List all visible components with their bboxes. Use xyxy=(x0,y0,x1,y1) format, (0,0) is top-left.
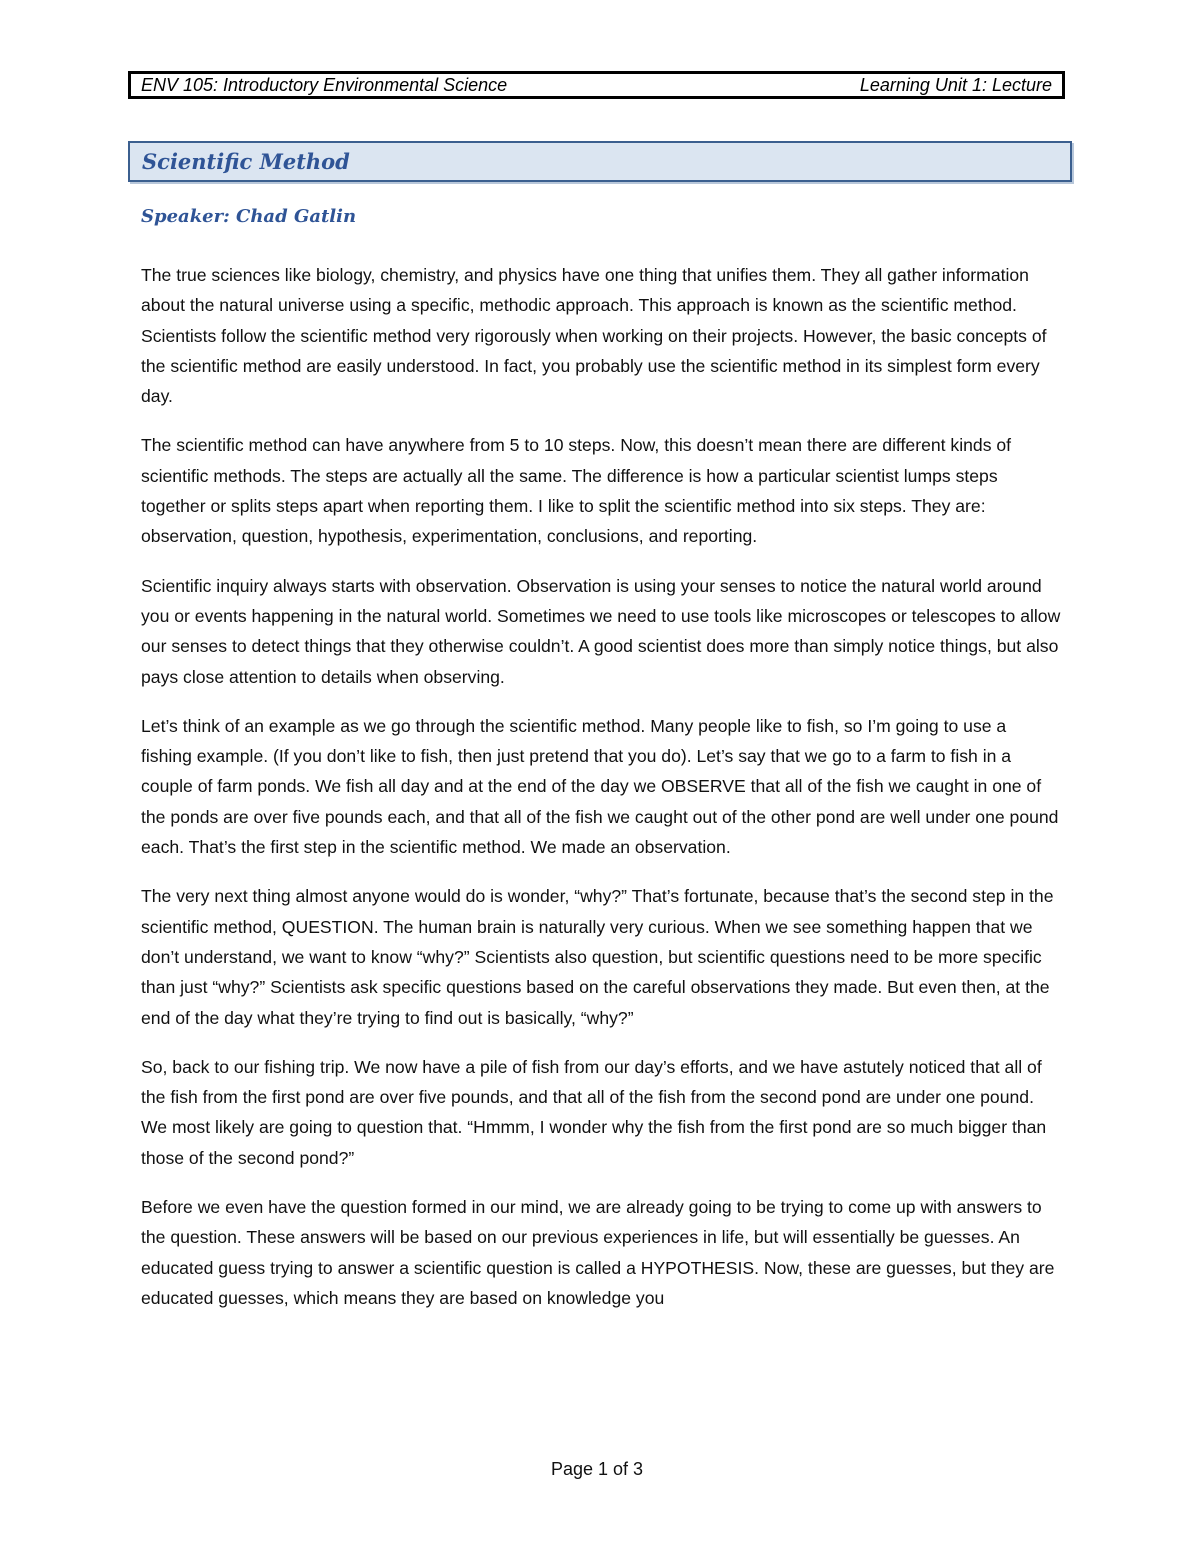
body-text xyxy=(141,260,1061,1332)
speaker-line: Speaker: Chad Gatlin xyxy=(141,206,357,227)
section-title: Scientific Method xyxy=(142,149,350,174)
paragraph: The very next thing almost anyone would do is wonder, “why?” That’s fortunate, because that’s the second step in the scientific method, QUESTION. The human brain is naturally very curious. When we see something happen that we don’t understand, we want to know “why?” Scientists also question, but scientific questions need to be more specific than just “why?” Scientists ask specific questions based on the careful observations they made. But even then, at the end of the day what they’re trying to find out is basically, “why?” xyxy=(141,886,1054,1028)
paragraph: Before we even have the question formed in our mind, we are already going to be trying to come up with answers to the question. These answers will be based on our previous experiences in life, but will essentially be guesses. An educated guess trying to answer a scientific question is called a HYPOTHESIS. Now, these are guesses, but they are educated guesses, which means they are based on knowledge you xyxy=(141,1197,1055,1308)
section-heading xyxy=(128,141,1072,182)
paragraph: The true sciences like biology, chemistry, and physics have one thing that unifies them. They all gather information about the natural universe using a specific, methodic approach. This approach is known as the scientific method. Scientists follow the scientific method very rigorously when working on their projects. However, the basic concepts of the scientific method are easily understood. In fact, you probably use the scientific method in its simplest form every day. xyxy=(141,265,1047,407)
paragraph: Scientific inquiry always starts with observation. Observation is using your senses to notice the natural world around you or events happening in the natural world. Sometimes we need to use tools like microscopes or telescopes to allow our senses to detect things that they otherwise couldn’t. A good scientist does more than simply notice things, but also pays close attention to details when observing. xyxy=(141,575,1061,687)
course-title: ENV 105: Introductory Environmental Science xyxy=(141,74,508,95)
running-header xyxy=(128,71,1065,99)
unit-label: Learning Unit 1: Lecture xyxy=(859,74,1052,95)
paragraph: Let’s think of an example as we go through the scientific method. Many people like to fish, so I’m going to use a fishing example. (If you don’t like to fish, then just pretend that you do). Let’s say that we go to a farm to fish in a couple of farm ponds. We fish all day and at the end of the day we OBSERVE that all of the fish we caught in one of the ponds are over five pounds each, and that all of the fish we caught out of the other pond are well under one pound each. That’s the first step in the scientific method. We made an observation. xyxy=(141,715,1059,858)
paragraph: The scientific method can have anywhere from 5 to 10 steps. Now, this doesn’t mean there are different kinds of scientific methods. The steps are actually all the same. The difference is how a particular scientist lumps steps together or splits steps apart when reporting them. I like to split the scientific method into six steps. They are: observation, question, hypothesis, experimentation, conclusions, and reporting. xyxy=(141,435,1012,547)
paragraph: So, back to our fishing trip. We now have a pile of fish from our day’s efforts, and we have astutely noticed that all of the fish from the first pond are over five pounds, and that all of the fish from the second pond are under one pound. We most likely are going to question that. “Hmmm, I wonder why the fish from the first pond are so much bigger than those of the second pond?” xyxy=(141,1056,1047,1168)
page-number: Page 1 of 3 xyxy=(550,1459,644,1479)
